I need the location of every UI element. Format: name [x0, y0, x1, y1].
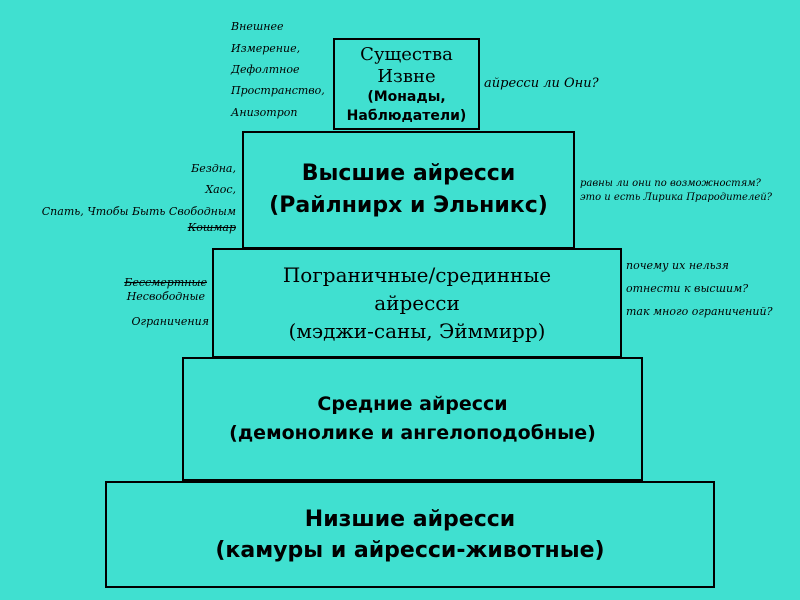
highest-note-3: Спать, Чтобы Быть Свободным [41, 205, 236, 218]
highest-note-2: Хаос, [205, 183, 236, 196]
outer-note-2: Измерение, [231, 42, 301, 55]
tier-highest-line-1: Высшие айресси [301, 161, 516, 186]
outer-note-3: Дефолтное [231, 63, 300, 76]
tier-outer-title-line-2: Извне [377, 66, 436, 87]
outer-note-1: Внешнее [231, 20, 284, 33]
border-note-struck: Бессмертные [124, 276, 207, 289]
border-question-3: так много ограничений? [626, 305, 773, 318]
tier-highest [242, 131, 575, 249]
tier-middle [182, 357, 643, 481]
tier-border-line-1: Пограничные/срединные [282, 263, 552, 287]
tier-middle-line-1: Средние айресси [317, 393, 508, 415]
tier-middle-line-2: (демонолике и ангелоподобные) [229, 422, 596, 444]
border-question-2: отнести к высшим? [626, 282, 749, 295]
tier-lower-line-2: (камуры и айресси-животные) [215, 537, 605, 563]
border-note-2: Ограничения [131, 315, 209, 328]
outer-note-4: Пространство, [231, 84, 325, 97]
highest-note-struck: Кошмар [187, 221, 236, 234]
tier-highest-line-2: (Райлнирх и Эльникс) [269, 193, 548, 218]
border-question-1: почему их нельзя [626, 259, 729, 272]
tier-outer-subtitle-line-1: (Монады, [367, 89, 446, 105]
tier-border-line-3: (мэджи-саны, Эйммирр) [288, 319, 546, 343]
tier-outer-subtitle-line-2: Наблюдатели) [346, 108, 467, 124]
highest-question-2: это и есть Лирика Прародителей? [580, 192, 773, 203]
tier-border-line-2: айресси [374, 291, 460, 315]
tier-outer-beings [333, 38, 480, 130]
outer-note-5: Анизотроп [231, 106, 298, 119]
tier-lower [105, 481, 715, 588]
border-note-1: Несвободные [126, 290, 205, 303]
tier-lower-line-1: Низшие айресси [304, 506, 516, 532]
highest-note-1: Бездна, [191, 162, 236, 175]
outer-question: айресси ли Они? [484, 76, 599, 91]
tier-border [212, 248, 622, 358]
highest-question-1: равны ли они по возможностям? [580, 178, 761, 189]
tier-outer-title-line-1: Существа [360, 44, 453, 65]
